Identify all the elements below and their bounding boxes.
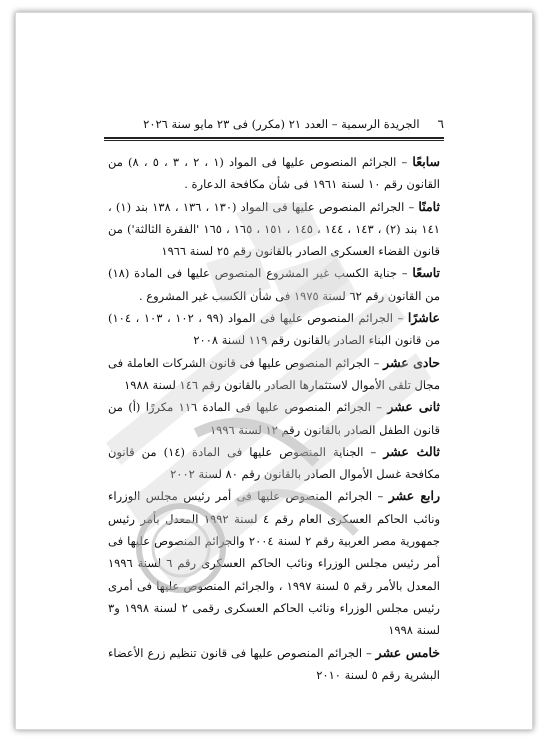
item-text: – الجناية المنصوص عليها فى المادة (١٤) من قانون مكافحة غسل الأموال الصادر بالقانون رقم ٨٠ لسنة ٢٠٠٢ [108, 444, 440, 482]
page-number: ٦ [437, 117, 444, 131]
list-item [108, 151, 440, 196]
item-text: – الجرائم المنصوص عليها فى المادة ١١٦ مكررًا (أ) من قانون الطفل الصادر بالقانون رقم ١٢ لسنة ١٩٩٦ [108, 400, 440, 437]
item-ordinal: تاسعًا [412, 265, 440, 281]
page-header [104, 113, 444, 135]
document-page [15, 12, 533, 730]
item-text: – الجرائم المنصوص عليها فى أمر رئيس مجلس الوزراء ونائب الحاكم العسكرى العام رقم ٤ لسنة ١٩٩٢ المعدل بأمر رئيس جمهورية مصر العربية رقم ٢ لسنة ٢٠٠٤ والجرائم المنصوص عليها فى أمر رئيس مجلس الوزراء ونائب الحاكم العسكرى رقم ٦ لسنة ١٩٩٦ المعدل بالأمر رقم ٥ لسنة ١٩٩٧ ، والجرائم المنصوص عليها فى أمرى رئيس مجلس الوزراء ونائب الحاكم العسكرى رقمى ٢ لسنة ١٩٩٨ و٣ لسنة ١٩٩٨ [108, 489, 441, 638]
item-ordinal: ثانى عشر [387, 399, 441, 415]
item-text: – الجرائم المنصوص عليها فى المواد (٩٩ ، ١٠٢ ، ١٠٣ ، ١٠٤) من قانون البناء الصادر بالقانون رقم ١١٩ لسنة ٢٠٠٨ [108, 311, 440, 348]
header-rule-thin [104, 140, 444, 141]
item-ordinal: سابعًا [412, 154, 440, 169]
item-ordinal: رابع عشر [388, 488, 441, 504]
list-item [108, 352, 440, 397]
header-rule [104, 137, 444, 139]
item-text: – جناية الكسب غير المشروع المنصوص عليها فى المادة (١٨) من القانون رقم ٦٢ لسنة ١٩٧٥ فى شأن الكسب غير المشروع . [108, 266, 440, 303]
list-item [108, 307, 440, 352]
list-item [108, 485, 440, 641]
list-item [108, 441, 440, 486]
list-item [108, 196, 440, 263]
item-ordinal: خامس عشر [375, 644, 440, 660]
item-text: – الجرائم المنصوص عليها فى المواد (١٣٠ ، ١٣٦ ، ١٣٨ بند (١) ، ١٤١ بند (٢) ، ١٤٣ ، ١٤٤ ، ١٤٥ ، ١٥١ ، ١٦٥ ، ١٦٥ 'الفقرة الثالثة') من قانون القضاء العسكرى الصادر بالقانون رقم ٢٥ لسنة ١٩٦٦ [108, 199, 440, 259]
list-item [108, 262, 440, 307]
document-body [108, 151, 440, 686]
item-ordinal: ثالث عشر [383, 443, 441, 459]
item-ordinal: ثامنًا [418, 198, 440, 214]
list-item [108, 642, 440, 687]
list-item [108, 396, 440, 441]
item-ordinal: حادى عشر [383, 354, 440, 370]
item-text: – الجرائم المنصوص عليها فى المواد (١ ، ٢ ، ٣ ، ٥ ، ٨) من القانون رقم ١٠ لسنة ١٩٦١ فى شأن مكافحة الدعارة . [108, 155, 440, 192]
item-text: – الجرائم المنصوص عليها فى قانون تنظيم زرع الأعضاء البشرية رقم ٥ لسنة ٢٠١٠ [108, 645, 440, 682]
item-text: – الجرائم المنصوص عليها فى قانون الشركات العاملة فى مجال تلقى الأموال لاستثمارها الصادر بالقانون رقم ١٤٦ لسنة ١٩٨٨ [108, 355, 440, 392]
gazette-title: الجريدة الرسمية – العدد ٢١ (مكرر) فى ٢٣ مايو سنة ٢٠٢٦ [143, 117, 420, 131]
item-ordinal: عاشرًا [407, 310, 440, 326]
